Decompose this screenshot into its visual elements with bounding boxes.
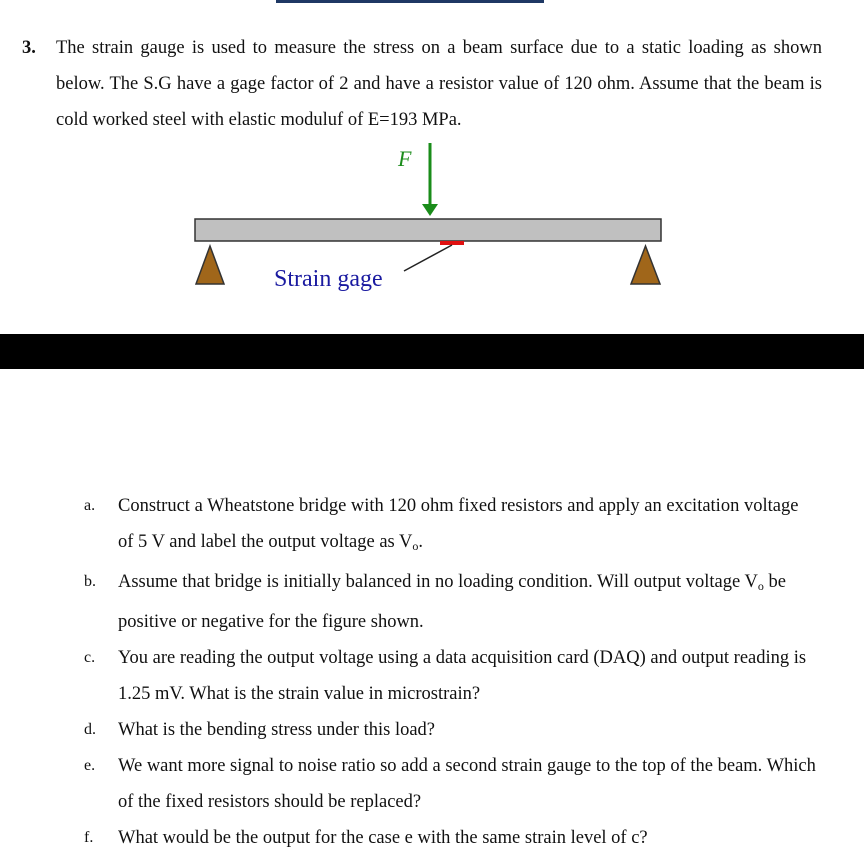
redaction-band	[0, 334, 864, 369]
question-letter: a.	[84, 497, 96, 514]
left-support	[196, 246, 224, 284]
question-text: What would be the output for the case e with the same strain level of c?	[118, 828, 648, 848]
question-letter: d.	[84, 721, 96, 738]
question-text: Construct a Wheatstone bridge with 120 ohm fixed resistors and apply an excitation voltage of 5 V and label the output voltage as V	[118, 496, 799, 552]
problem-statement	[22, 30, 822, 138]
question-letter: b.	[84, 573, 96, 590]
beam	[195, 219, 661, 241]
question-letter: c.	[84, 649, 96, 666]
question-text-end: be positive or negative for the figure shown.	[118, 572, 786, 632]
question-b	[0, 564, 818, 640]
right-support	[631, 246, 660, 284]
question-letter: e.	[84, 757, 96, 774]
problem-text: The strain gauge is used to measure the stress on a beam surface due to a static loading as shown below. The S.G have a gage factor of 2 and have a resistor value of 120 ohm. Assume that the beam is cold worked steel with elastic moduluf of E=193 MPa.	[56, 38, 822, 130]
header-rule	[276, 0, 544, 3]
question-letter: f.	[84, 829, 94, 846]
question-text-end: .	[418, 532, 424, 552]
question-a	[0, 488, 818, 564]
question-text: We want more signal to noise ratio so add a second strain gauge to the top of the beam. Which of the fixed resistors should be replaced?	[118, 756, 816, 812]
beam-figure	[0, 140, 864, 300]
strain-gage-marker	[440, 241, 464, 245]
subscript: o	[412, 539, 419, 553]
gage-label: Strain gage	[274, 266, 383, 292]
subscript: o	[757, 579, 764, 593]
question-text: What is the bending stress under this load?	[118, 720, 436, 740]
question-list	[0, 488, 864, 856]
question-text: Assume that bridge is initially balanced in no loading condition. Will output voltage V	[118, 572, 758, 592]
question-d	[0, 712, 818, 748]
problem-number: 3.	[22, 38, 36, 58]
question-text: You are reading the output voltage using a data acquisition card (DAQ) and output reading is 1.25 mV. What is the strain value in microstrain?	[118, 648, 807, 704]
question-c	[0, 640, 818, 712]
gage-leader-line	[404, 245, 452, 271]
question-e	[0, 748, 818, 820]
force-arrow-head	[422, 204, 438, 216]
question-f	[0, 820, 818, 856]
force-label: F	[398, 146, 412, 171]
